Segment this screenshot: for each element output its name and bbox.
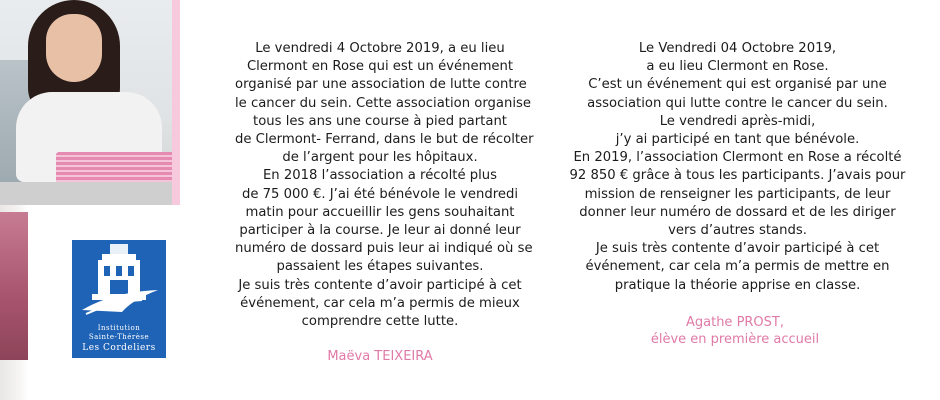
secondary-photo <box>0 212 28 360</box>
left-article-line: de Clermont- Ferrand, dans le but de récolter <box>235 132 534 148</box>
right-article-line: Le vendredi après-midi, <box>659 113 816 129</box>
left-article-line: organisé par une association de lutte contre <box>235 77 527 93</box>
photo-table <box>0 182 180 205</box>
volunteer-photo <box>0 0 180 205</box>
right-signature <box>610 314 860 348</box>
left-signature: Maëva TEIXEIRA <box>327 349 433 364</box>
left-article <box>235 40 534 331</box>
left-article-line: En 2018 l’association a récolté plus <box>262 168 498 184</box>
left-article-line: de 75 000 €. J’ai été bénévole le vendredi <box>241 186 519 202</box>
right-article-line: donner leur numéro de dossard et de les diriger <box>579 204 896 220</box>
right-article-line: C’est un événement qui est organisé par une <box>588 77 887 93</box>
left-article-line: passaient les étapes suivantes. <box>276 259 484 275</box>
pink-accent-band <box>172 0 180 205</box>
left-article-line: Clermont en Rose qui est un événement <box>246 59 514 75</box>
right-article-line: pratique la théorie apprise en classe. <box>614 277 861 293</box>
left-article-line: de l’argent pour les hôpitaux. <box>282 150 478 166</box>
right-article-line: j’y ai participé en tant que bénévole. <box>615 132 860 148</box>
photo-face <box>46 14 102 82</box>
right-article-line: vers d’autres stands. <box>668 223 807 239</box>
right-article-line: Le Vendredi 04 Octobre 2019, <box>638 41 837 56</box>
right-article-line: association qui lutte contre le cancer du sein. <box>587 95 888 111</box>
left-article-line: participer à la course. Je leur ai donné leur <box>239 223 521 239</box>
right-article-line: a eu lieu Clermont en Rose. <box>646 59 829 75</box>
left-article-line: comprendre cette lutte. <box>301 314 459 330</box>
right-article <box>565 40 910 295</box>
left-article-line: Je suis très contente d’avoir participé à cet <box>238 277 522 293</box>
left-article-line: le cancer du sein. Cette association organise <box>235 95 531 111</box>
school-logo-emblem-icon <box>72 240 166 324</box>
left-article-line: numéro de dossard puis leur ai indiqué où se <box>235 241 533 257</box>
logo-line-1: Institution <box>97 324 141 332</box>
left-article-line: Le vendredi 4 Octobre 2019, a eu lieu <box>255 41 505 56</box>
left-article-line: tous les ans une course à pied partant <box>253 113 507 129</box>
logo-line-2: Sainte-Thérèse <box>88 333 150 341</box>
right-article-line: 92 850 € grâce à tous les participants. J’avais pour <box>569 168 906 184</box>
right-article-line: Je suis très contente d’avoir participé à cet <box>595 241 880 257</box>
left-article-line: matin pour accueillir les gens souhaitant <box>245 204 515 220</box>
school-logo <box>72 240 166 358</box>
right-signature-name: Agathe PROST, <box>685 315 784 330</box>
right-article-line: événement, car cela m’a permis de mettre en <box>585 259 890 275</box>
right-signature-role: élève en première accueil <box>650 332 820 347</box>
right-article-line: mission de renseigner les participants, de leur <box>584 186 891 202</box>
logo-line-3: Les Cordeliers <box>82 343 156 353</box>
left-article-line: événement, car cela m’a permis de mieux <box>240 295 520 311</box>
right-article-line: En 2019, l’association Clermont en Rose a récolté <box>573 150 902 166</box>
